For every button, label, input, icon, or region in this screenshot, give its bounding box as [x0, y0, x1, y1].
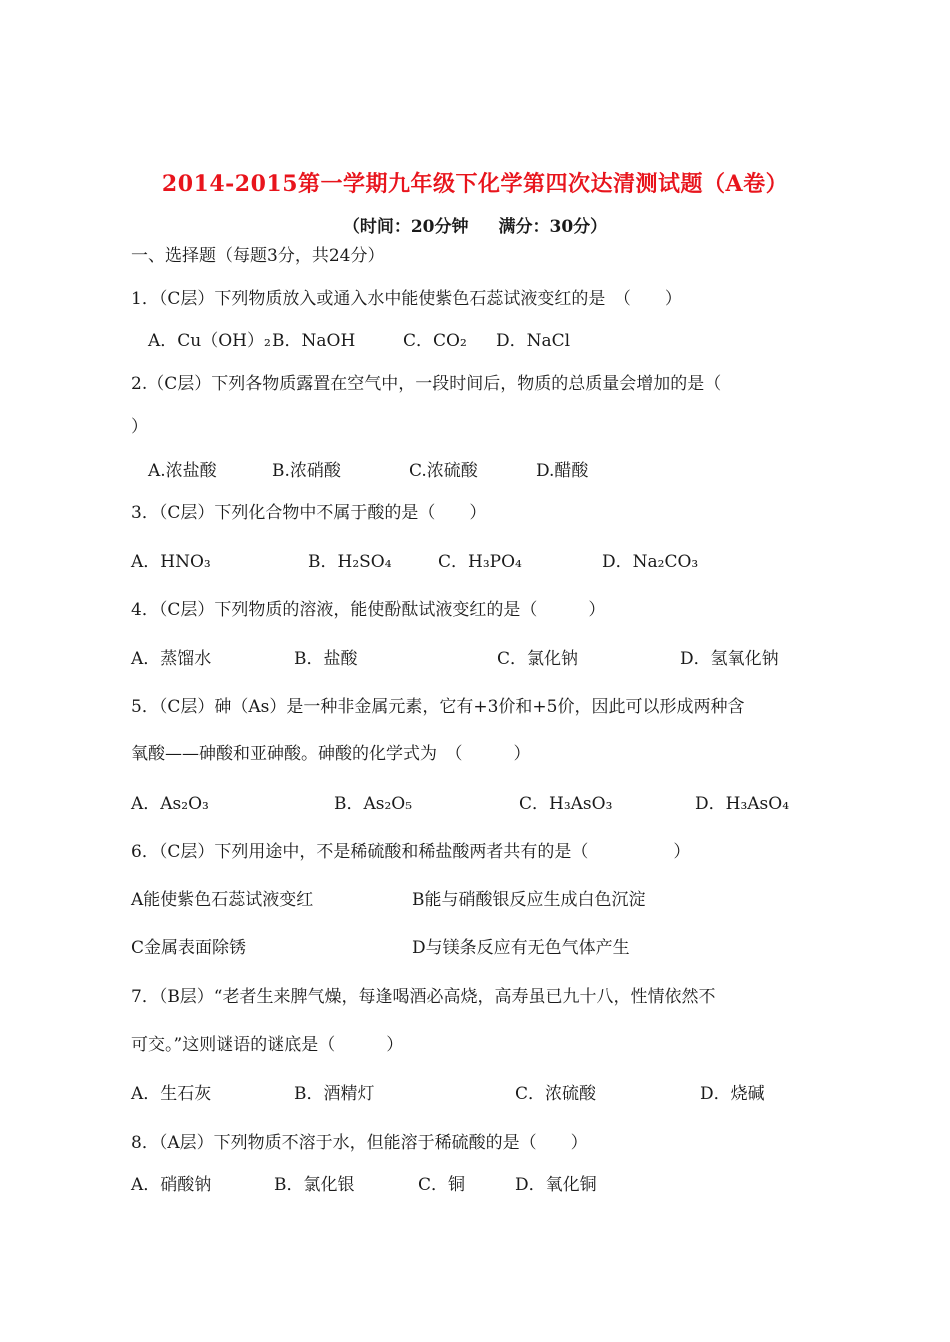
option-d: D．Na₂CO₃ — [602, 552, 699, 572]
question-5-cont: 氧酸——砷酸和亚砷酸。砷酸的化学式为 （ ） — [131, 744, 531, 764]
option-b: B．盐酸 — [294, 649, 358, 669]
exam-title: 2014-2015第一学期九年级下化学第四次达清测试题（A卷） — [161, 171, 789, 197]
option-c: C.浓硫酸 — [409, 461, 478, 481]
option-a: A．生石灰 — [131, 1084, 212, 1104]
option-c: C金属表面除锈 — [131, 938, 247, 958]
question-2-cont: ） — [131, 417, 148, 437]
question-1: 1．（C层）下列物质放入或通入水中能使紫色石蕊试液变红的是 （ ） — [131, 289, 682, 309]
option-c: C．H₃PO₄ — [438, 552, 522, 572]
option-d: D．氧化铜 — [515, 1175, 597, 1195]
option-b: B.浓硝酸 — [272, 461, 341, 481]
option-d: D．烧碱 — [700, 1084, 765, 1104]
option-b: B．氯化银 — [274, 1175, 355, 1195]
option-b: B．As₂O₅ — [334, 794, 413, 814]
section-heading: 一、选择题（每题3分，共24分） — [131, 246, 385, 266]
option-d: D．氢氧化钠 — [680, 649, 779, 669]
option-b: B．酒精灯 — [294, 1084, 375, 1104]
question-7: 7．（B层）“老者生来脾气燥，每逢喝酒必高烧，高寿虽已九十八，性情依然不 — [131, 987, 716, 1007]
option-c: C．氯化钠 — [497, 649, 579, 669]
question-4: 4．（C层）下列物质的溶液，能使酚酞试液变红的是（ ） — [131, 600, 606, 620]
question-3: 3．（C层）下列化合物中不属于酸的是（ ） — [131, 503, 487, 523]
option-d: D．H₃AsO₄ — [695, 794, 790, 814]
option-c: C．铜 — [418, 1175, 466, 1195]
option-d: D．NaCl — [496, 331, 571, 351]
option-a: A能使紫色石蕊试液变红 — [131, 890, 314, 910]
option-c: C．CO₂ — [403, 331, 467, 351]
time-limit: （时间：20分钟 — [342, 217, 469, 237]
option-a: A．蒸馏水 — [131, 649, 212, 669]
option-c: C．浓硫酸 — [515, 1084, 597, 1104]
option-a: A．硝酸钠 — [131, 1175, 212, 1195]
option-a: A．As₂O₃ — [131, 794, 209, 814]
option-a: A．HNO₃ — [131, 552, 211, 572]
question-5: 5．（C层）砷（As）是一种非金属元素，它有+3价和+5价，因此可以形成两种含 — [131, 697, 745, 717]
option-b: B能与硝酸银反应生成白色沉淀 — [412, 890, 646, 910]
question-2: 2.（C层）下列各物质露置在空气中，一段时间后，物质的总质量会增加的是（ — [131, 374, 722, 394]
full-score: 满分：30分） — [498, 217, 608, 237]
option-d: D.醋酸 — [536, 461, 589, 481]
option-c: C．H₃AsO₃ — [519, 794, 613, 814]
question-6: 6．（C层）下列用途中，不是稀硫酸和稀盐酸两者共有的是（ ） — [131, 842, 691, 862]
option-a: A．Cu（OH）₂ — [148, 331, 271, 351]
question-7-cont: 可交。”这则谜语的谜底是（ ） — [131, 1035, 404, 1055]
exam-subtitle — [0, 212, 950, 237]
option-d: D与镁条反应有无色气体产生 — [412, 938, 630, 958]
option-a: A.浓盐酸 — [148, 461, 217, 481]
question-8: 8．（A层）下列物质不溶于水，但能溶于稀硫酸的是（ ） — [131, 1133, 588, 1153]
option-b: B．NaOH — [272, 331, 356, 351]
option-b: B．H₂SO₄ — [308, 552, 392, 572]
